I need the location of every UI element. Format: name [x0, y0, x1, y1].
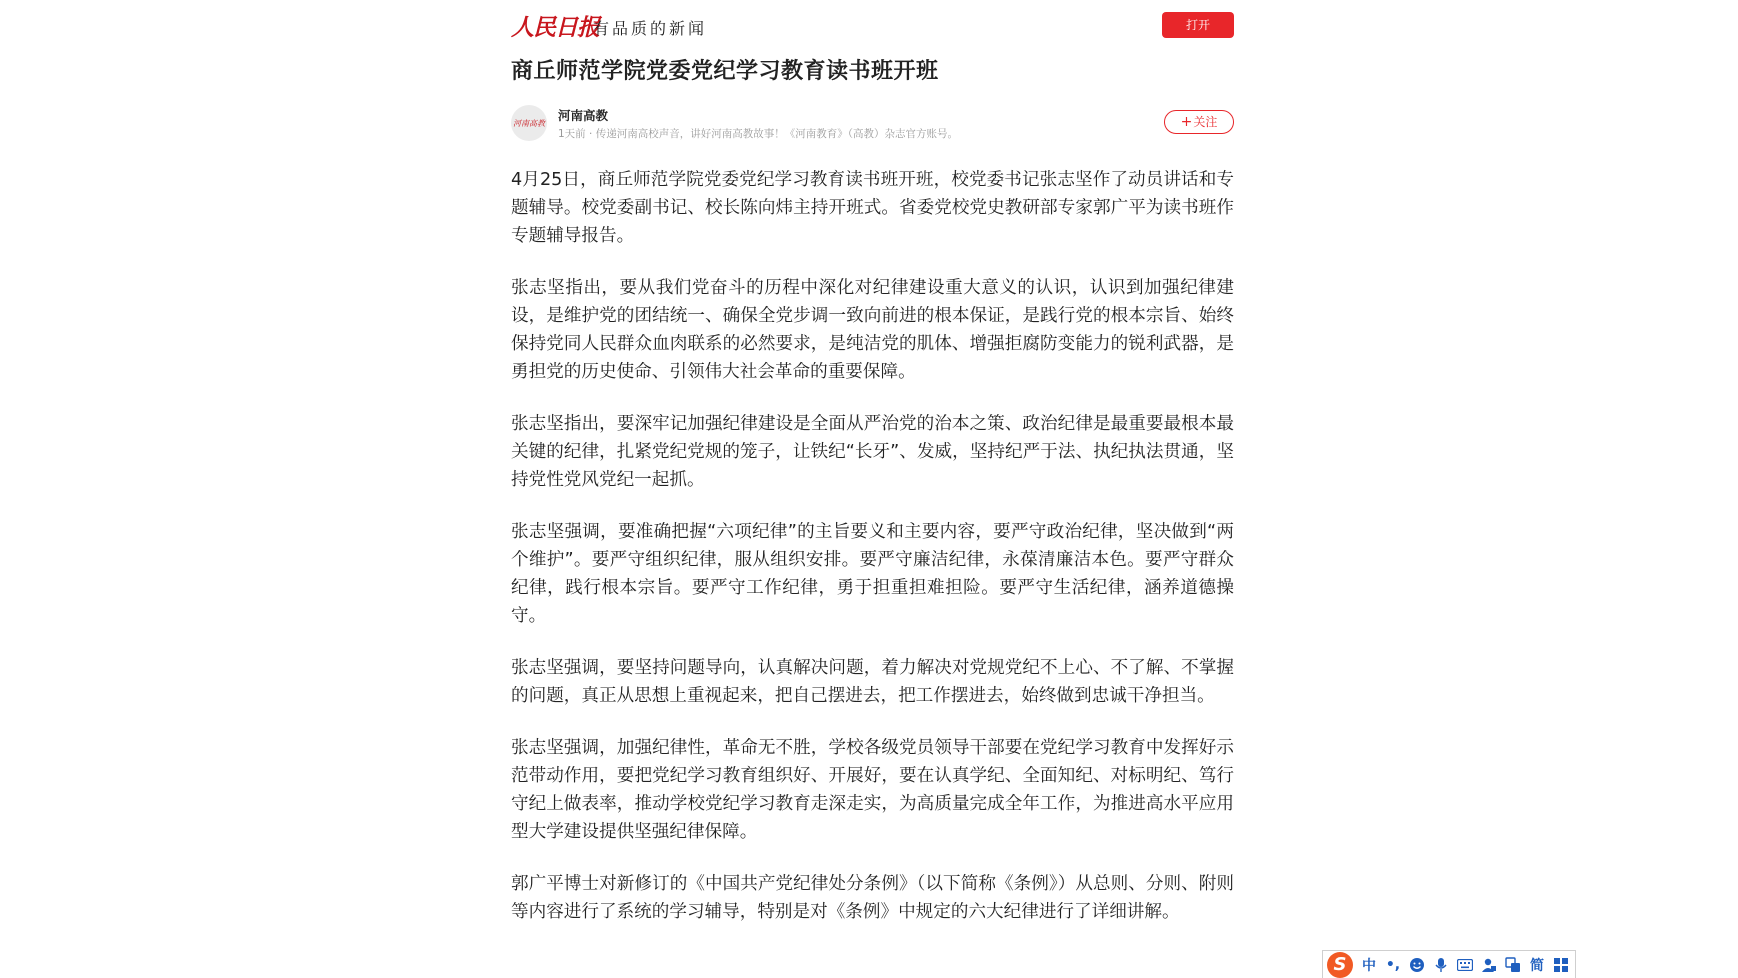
article-body [511, 166, 1234, 950]
follow-label: 关注 [1193, 115, 1218, 129]
translate-icon[interactable] [1501, 953, 1525, 977]
punctuation-toggle[interactable]: •, [1385, 956, 1401, 973]
user-icon[interactable] [1477, 953, 1501, 977]
sogou-logo-icon[interactable]: S [1327, 952, 1353, 978]
author-name[interactable]: 河南高教 [558, 108, 609, 123]
ime-toolbar [1322, 950, 1576, 978]
microphone-icon[interactable] [1429, 953, 1453, 977]
keyboard-icon[interactable] [1453, 953, 1477, 977]
open-app-button[interactable]: 打开 [1162, 12, 1234, 38]
simplified-traditional-toggle[interactable]: 简 [1530, 957, 1544, 974]
article-paragraph: 4月25日，商丘师范学院党委党纪学习教育读书班开班，校党委书记张志坚作了动员讲话和专题辅导。校党委副书记、校长陈向炜主持开班式。省委党校党史教研部专家郭广平为读书班作专题辅导报告。 [511, 170, 1234, 246]
article-paragraph: 张志坚强调，加强纪律性，革命无不胜，学校各级党员领导干部要在党纪学习教育中发挥好示范带动作用，要把党纪学习教育组织好、开展好，要在认真学纪、全面知纪、对标明纪、笃行守纪上做表率，推动学校党纪学习教育走深走实，为高质量完成全年工作，为推进高水平应用型大学建设提供坚强纪律保障。 [511, 738, 1234, 842]
apps-icon[interactable] [1549, 953, 1573, 977]
author-avatar[interactable] [511, 105, 547, 141]
avatar-logo-text: 河南高教 [513, 118, 545, 128]
brand-slogan: 有品质的新闻 [593, 19, 708, 38]
plus-icon: + [1180, 114, 1193, 130]
emoji-icon[interactable] [1405, 953, 1429, 977]
top-bar [511, 0, 1234, 50]
author-meta: 1天前 · 传递河南高校声音，讲好河南高教故事！《河南教育》（高教）杂志官方账号。 [558, 128, 958, 140]
article-paragraph: 张志坚强调，要坚持问题导向，认真解决问题，着力解决对党规党纪不上心、不了解、不掌握的问题，真正从思想上重视起来，把自己摆进去，把工作摆进去，始终做到忠诚干净担当。 [511, 658, 1234, 706]
article-paragraph: 郭广平博士对新修订的《中国共产党纪律处分条例》（以下简称《条例》）从总则、分则、附则等内容进行了系统的学习辅导，特别是对《条例》中规定的六大纪律进行了详细讲解。 [511, 874, 1234, 922]
ime-mode-toggle[interactable]: 中 [1362, 957, 1376, 974]
follow-button[interactable] [1164, 110, 1234, 134]
article-paragraph: 张志坚指出，要深牢记加强纪律建设是全面从严治党的治本之策、政治纪律是最重要最根本最关键的纪律，扎紧党纪党规的笼子，让铁纪“长牙”、发威，坚持纪严于法、执纪执法贯通，坚持党性党风党纪一起抓。 [511, 414, 1234, 490]
people-daily-logo[interactable]: 人民日报 [511, 14, 599, 41]
article-paragraph: 张志坚指出，要从我们党奋斗的历程中深化对纪律建设重大意义的认识，认识到加强纪律建设，是维护党的团结统一、确保全党步调一致向前进的根本保证，是践行党的根本宗旨、始终保持党同人民群众血肉联系的必然要求，是纯洁党的肌体、增强拒腐防变能力的锐利武器，是勇担党的历史使命、引领伟大社会革命的重要保障。 [511, 278, 1234, 382]
author-row [511, 105, 1234, 141]
article-column [511, 0, 1234, 922]
article-title: 商丘师范学院党委党纪学习教育读书班开班 [511, 59, 939, 84]
article-paragraph: 张志坚强调，要准确把握“六项纪律”的主旨要义和主要内容，要严守政治纪律，坚决做到“两个维护”。要严守组织纪律，服从组织安排。要严守廉洁纪律，永葆清廉洁本色。要严守群众纪律，践行根本宗旨。要严守工作纪律，勇于担重担难担险。要严守生活纪律，涵养道德操守。 [511, 522, 1234, 626]
